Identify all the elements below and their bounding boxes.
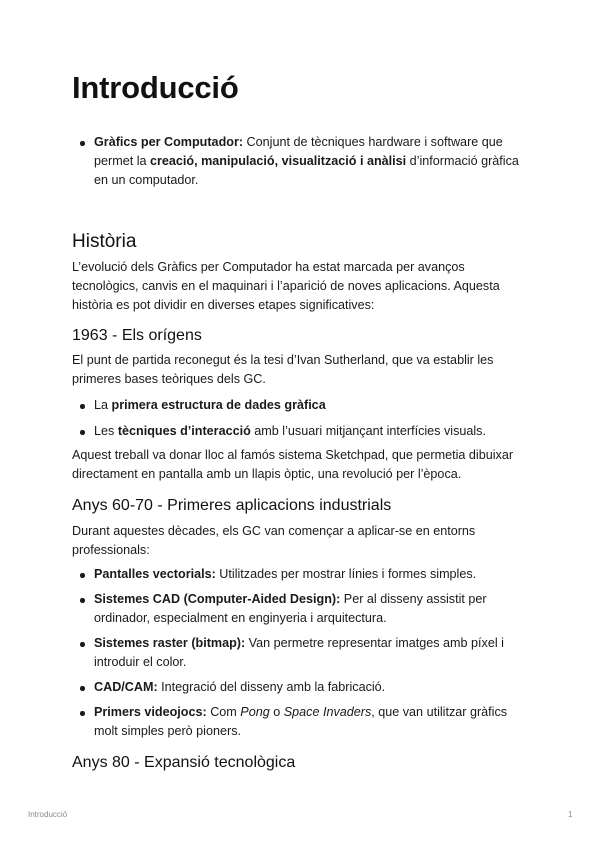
paragraph-sketchpad: Aquest treball va donar lloc al famós sistema Sketchpad, que permetia dibuixar directament en pantalla amb un llapis òptic, una revolució per l’època. (72, 448, 514, 481)
list-item: Pantalles vectorials: Utilitzades per mostrar línies i formes simples. (72, 565, 532, 584)
section-heading-6070: Anys 60-70 - Primeres aplicacions industrials (72, 497, 392, 514)
term-label: Gràfics per Computador: (94, 135, 244, 149)
list-item: Sistemes CAD (Computer-Aided Design): Per al disseny assistit per ordinador, especialment en enginyeria i arquitectura. (72, 590, 532, 628)
footer-label: Introducció (28, 810, 68, 819)
intro-list (72, 133, 532, 190)
page-title: Introducció (72, 70, 239, 105)
intro-definition: Gràfics per Computador: Conjunt de tècniques hardware i software que permet la creació, manipulació, visualització i anàlisi d’informació gràfica en un computador. (72, 133, 532, 190)
section-heading-1963: 1963 - Els orígens (72, 327, 202, 344)
paragraph-1963: El punt de partida reconegut és la tesi d’Ivan Sutherland, que va establir les primeres bases teòriques dels GC. (72, 353, 494, 386)
list-item: Sistemes raster (bitmap): Van permetre representar imatges amb píxel i introduir el color. (72, 634, 532, 672)
list-item: Les tècniques d’interacció amb l’usuari mitjançant interfícies visuals. (72, 422, 532, 441)
list-6070-e (72, 703, 532, 741)
list-6070-c (72, 634, 532, 672)
list-item: La primera estructura de dades gràfica (72, 396, 532, 415)
page-number: 1 (568, 810, 573, 819)
section-heading-historia: Història (72, 231, 137, 252)
list-1963 (72, 396, 532, 415)
list-6070-d (72, 678, 532, 697)
paragraph-6070: Durant aquestes dècades, els GC van començar a aplicar-se en entorns professionals: (72, 524, 476, 557)
list-6070-a (72, 565, 532, 584)
list-item: Primers videojocs: Com Pong o Space Invaders, que van utilitzar gràfics molt simples però pioners. (72, 703, 532, 741)
list-1963-b (72, 422, 532, 441)
historia-paragraph: L’evolució dels Gràfics per Computador ha estat marcada per avanços tecnològics, canvis en el maquinari i l’aparició de noves aplicacions. Aquesta història es pot dividir en diverses etapes significatives: (72, 260, 500, 312)
list-6070-b (72, 590, 532, 628)
list-item: CAD/CAM: Integració del disseny amb la fabricació. (72, 678, 532, 697)
section-heading-80: Anys 80 - Expansió tecnològica (72, 754, 296, 771)
